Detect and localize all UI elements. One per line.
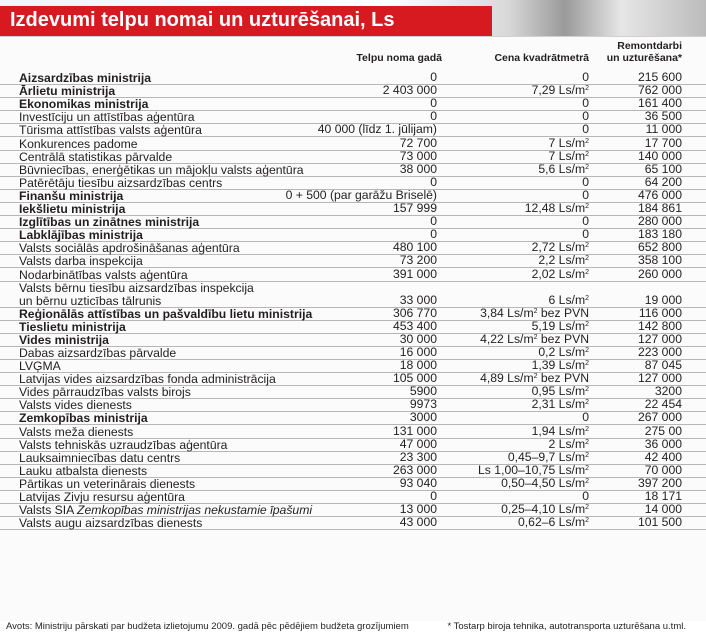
cell-repair: 36 500 <box>644 109 682 124</box>
cell-repair: 65 100 <box>644 161 682 176</box>
cell-rent: 93 040 <box>399 475 437 490</box>
row-name: Valsts augu aizsardzības dienests <box>19 516 203 531</box>
page-title: Izdevumi telpu nomai un uzturēšanai, Ls <box>10 9 395 31</box>
superscript: 2 <box>585 294 589 302</box>
row-name: Valsts sociālās apdrošināšanas aģentūra <box>19 241 240 256</box>
superscript: 2 <box>585 386 589 394</box>
row-name: Investīciju un attīstības aģentūra <box>19 110 195 125</box>
cell-rent: 0 <box>430 109 437 124</box>
row-name: LVĢMA <box>19 359 61 373</box>
cell-rent: 30 000 <box>399 331 437 346</box>
row-name: Lauksaimniecības datu centrs <box>19 450 181 465</box>
superscript: 2 <box>585 438 589 446</box>
cell-price: 1,94 $Ls/m^2$ <box>531 423 589 438</box>
cell-rent: 306 770 <box>392 305 437 320</box>
table-row <box>0 135 706 151</box>
cell-price: 7 $Ls/m^2$ <box>548 135 589 150</box>
cell-price: 0 <box>582 187 589 202</box>
superscript: 2 <box>585 137 589 145</box>
table-row <box>0 517 706 530</box>
superscript: 2 <box>585 150 589 158</box>
cell-price: 0 <box>582 214 589 229</box>
cell-price: 7,29 $Ls/m^2$ <box>531 83 589 98</box>
cell-price: 0,25–4,10 $Ls/m^2$ <box>501 502 589 517</box>
row-name: Zemkopības ministrija <box>19 411 148 426</box>
row-name: Dabas aizsardzības pārvalde <box>19 345 177 360</box>
cell-rent: 453 400 <box>392 318 437 333</box>
row-name: Ārlietu ministrija <box>19 84 116 99</box>
cell-rent: 263 000 <box>392 462 437 477</box>
footnote: * Tostarp biroja tehnika, autotransporta uzturēšana u.tml. <box>447 621 686 632</box>
cell-repair: 652 800 <box>637 240 682 255</box>
header-repair-line2: un uzturēšana* <box>606 52 682 64</box>
cell-repair: 127 000 <box>637 371 682 386</box>
table-row <box>0 462 706 478</box>
cell-rent: 0 <box>430 174 437 189</box>
cell-repair: 70 000 <box>644 462 682 477</box>
row-name: Valsts bērnu tiesību aizsardzības inspekcija un bērnu uzticības tālrunis <box>19 280 254 308</box>
row-name: Valsts darba inspekcija <box>19 254 143 269</box>
cell-rent: 0 <box>430 227 437 242</box>
superscript: 2 <box>585 268 589 276</box>
table-row <box>0 282 706 308</box>
cell-price: 0 <box>582 70 589 85</box>
cell-rent: 13 000 <box>399 502 437 517</box>
row-name: Aizsardzības ministrija <box>19 71 152 85</box>
superscript: 2 <box>585 346 589 354</box>
cell-repair: 142 800 <box>637 318 682 333</box>
superscript: 2 <box>585 451 589 459</box>
row-name: Iekšlietu ministrija <box>19 202 126 216</box>
row-name: Valsts tehniskās uzraudzības aģentūra <box>19 437 228 452</box>
cell-rent: 5900 <box>409 384 437 399</box>
cell-price: 0 <box>582 96 589 111</box>
cell-rent: 391 000 <box>392 266 437 281</box>
superscript: 2 <box>585 320 589 328</box>
superscript: 2 <box>585 255 589 263</box>
cell-price: 2 $Ls/m^2$ <box>548 436 589 451</box>
cell-price: 2,2 $Ls/m^2$ <box>538 253 589 268</box>
cell-repair: 3200 <box>654 384 682 399</box>
superscript: 2 <box>585 477 589 485</box>
cell-rent: 73 200 <box>399 253 437 268</box>
cell-repair: 101 500 <box>637 515 682 530</box>
cell-rent: 0 <box>430 489 437 504</box>
cell-repair: 64 200 <box>644 174 682 189</box>
row-name: Latvijas Zivju resursu aģentūra <box>19 490 185 504</box>
cell-price: 0 <box>582 174 589 189</box>
cell-price: 3,84 $Ls/m^2$ bez PVN <box>480 305 589 320</box>
table-row <box>0 124 706 137</box>
cell-rent: 0 <box>430 214 437 229</box>
superscript: 2 <box>533 373 538 381</box>
cell-repair: 275 00 <box>644 423 682 438</box>
table-row <box>0 331 706 347</box>
row-name: Reģionālās attīstības un pašvaldību lietu ministrija <box>19 306 313 321</box>
cell-rent: 18 000 <box>399 358 437 373</box>
cell-price: 2,31 $Ls/m^2$ <box>531 397 589 412</box>
cell-repair: 127 000 <box>637 331 682 346</box>
table-row <box>0 318 706 334</box>
cell-rent: 480 100 <box>392 240 437 255</box>
table-row <box>0 148 706 164</box>
row-name: Tieslietu ministrija <box>19 319 126 334</box>
cell-price: 0 <box>582 410 589 425</box>
header-price: Cena kvadrātmetrā <box>494 52 589 64</box>
table-row <box>0 412 706 425</box>
cell-price: 2,02 $Ls/m^2$ <box>531 266 589 281</box>
cell-rent: 0 + 500 (par garāžu Briselē) <box>285 187 437 202</box>
table-row <box>0 449 706 465</box>
cell-rent: 0 <box>430 96 437 111</box>
cell-price: 4,89 $Ls/m^2$ bez PVN <box>480 371 589 386</box>
superscript: 2 <box>585 464 589 472</box>
superscript: 2 <box>585 203 589 211</box>
cell-rent: 131 000 <box>392 423 437 438</box>
row-name-italic: Zemkopības ministrijas nekustamie īpašumi <box>77 503 313 518</box>
cell-price: 0,62–6 $Ls/m^2$ <box>518 515 589 530</box>
cell-rent: 16 000 <box>399 344 437 359</box>
row-name: Valsts meža dienests <box>19 424 134 439</box>
row-name: Valsts vides dienests <box>19 398 132 413</box>
row-name: Valsts SIA Zemkopības ministrijas nekustamie īpašumi <box>19 503 313 518</box>
cell-rent: 105 000 <box>392 371 437 386</box>
table-row <box>0 266 706 282</box>
cell-repair: 397 200 <box>637 475 682 490</box>
cell-price: 6 $Ls/m^2$ <box>548 292 589 307</box>
cell-rent: 23 300 <box>399 449 437 464</box>
cell-rent: 40 000 (līdz 1. jūlijam) <box>317 122 437 137</box>
cell-repair: 476 000 <box>637 187 682 202</box>
cell-repair: 14 000 <box>644 502 682 517</box>
cell-repair: 161 400 <box>637 96 682 111</box>
cell-rent: 2 403 000 <box>382 83 437 98</box>
table-row <box>0 161 706 177</box>
cell-repair: 184 861 <box>637 201 682 216</box>
cell-rent: 157 999 <box>392 201 437 216</box>
cell-rent: 38 000 <box>399 161 437 176</box>
cell-repair: 215 600 <box>637 70 682 85</box>
superscript: 2 <box>585 163 589 171</box>
row-name: Labklājības ministrija <box>19 228 143 243</box>
table-row <box>0 423 706 439</box>
cell-price: 5,6 $Ls/m^2$ <box>538 161 589 176</box>
superscript: 2 <box>585 242 589 250</box>
cell-repair: 36 000 <box>644 436 682 451</box>
row-name: Būvniecības, enerģētikas un mājokļu valsts aģentūra <box>19 162 304 177</box>
superscript: 2 <box>533 333 538 341</box>
cell-repair: 42 400 <box>644 449 682 464</box>
cell-price: Ls 1,00–10,75 $Ls/m^2$ <box>478 462 589 477</box>
row-name: Izglītības un zinātnes ministrija <box>19 215 200 230</box>
header-rent: Telpu noma gadā <box>356 52 442 64</box>
cell-price: 0,45–9,7 $Ls/m^2$ <box>507 449 589 464</box>
header-repair-line1: Remontdarbi <box>617 40 682 52</box>
superscript: 2 <box>585 85 589 93</box>
superscript: 2 <box>585 504 589 512</box>
cell-price: 0 <box>582 109 589 124</box>
cell-repair: 140 000 <box>637 148 682 163</box>
cell-rent: 72 700 <box>399 135 437 150</box>
cell-price: 5,19 $Ls/m^2$ <box>531 318 589 333</box>
cell-rent: 33 000 <box>399 292 437 307</box>
header-repair <box>590 40 682 64</box>
cell-repair: 280 000 <box>637 214 682 229</box>
superscript: 2 <box>533 307 538 315</box>
superscript: 2 <box>585 517 589 525</box>
cell-repair: 260 000 <box>637 266 682 281</box>
cell-repair: 762 000 <box>637 83 682 98</box>
cell-price: 1,39 $Ls/m^2$ <box>531 358 589 373</box>
row-name: Nodarbinātības valsts aģentūra <box>19 267 188 282</box>
cell-rent: 0 <box>430 70 437 85</box>
cell-price: 0 <box>582 489 589 504</box>
cell-price: 0 <box>582 122 589 137</box>
cell-price: 4,22 $Ls/m^2$ bez PVN <box>480 331 589 346</box>
table-row <box>0 255 706 268</box>
cell-price: 7 $Ls/m^2$ <box>548 148 589 163</box>
cell-repair: 116 000 <box>638 305 682 320</box>
cell-repair: 267 000 <box>637 410 682 425</box>
superscript: 2 <box>585 425 589 433</box>
superscript: 2 <box>585 399 589 407</box>
table-row <box>0 305 706 321</box>
title-bar <box>0 6 492 36</box>
row-name: Centrālā statistikas pārvalde <box>19 149 173 164</box>
row-name: Konkurences padome <box>19 136 138 151</box>
table-row <box>0 344 706 360</box>
row-name: Finanšu ministrija <box>19 188 124 203</box>
cell-price: 0 <box>582 227 589 242</box>
cell-repair: 183 180 <box>637 227 682 242</box>
row-name: Vides ministrija <box>19 332 109 347</box>
cell-repair: 358 100 <box>637 253 682 268</box>
cell-repair: 223 000 <box>637 344 682 359</box>
row-name: Patērētāju tiesību aizsardzības centrs <box>19 175 223 190</box>
cell-repair: 22 454 <box>644 397 682 412</box>
row-name: Latvijas vides aizsardzības fonda administrācija <box>19 372 276 387</box>
cell-rent: 43 000 <box>399 515 437 530</box>
cell-repair: 87 045 <box>644 358 682 373</box>
cell-price: 0,2 $Ls/m^2$ <box>538 344 589 359</box>
cell-rent: 73 000 <box>399 148 437 163</box>
cell-repair: 19 000 <box>644 292 682 307</box>
row-name: Ekonomikas ministrija <box>19 97 149 112</box>
row-name: Tūrisma attīstības valsts aģentūra <box>19 123 202 138</box>
table-row <box>0 436 706 452</box>
cell-price: 2,72 $Ls/m^2$ <box>531 240 589 255</box>
cell-repair: 18 171 <box>644 489 682 504</box>
cell-repair: 17 700 <box>644 135 682 150</box>
cell-repair: 11 000 <box>645 122 682 137</box>
row-name: Pārtikas un veterinārais dienests <box>19 476 196 491</box>
cell-price: 0,50–4,50 $Ls/m^2$ <box>501 475 589 490</box>
cell-price: 0,95 $Ls/m^2$ <box>531 384 589 399</box>
cell-rent: 47 000 <box>399 436 437 451</box>
row-name: Lauku atbalsta dienests <box>19 463 148 478</box>
row-name: Vides pārraudzības valsts birojs <box>19 385 191 400</box>
source-note: Avots: Ministriju pārskati par budžeta izlietojumu 2009. gadā pēc pēdējiem budžeta grozījumiem <box>6 621 409 632</box>
superscript: 2 <box>585 360 589 368</box>
expense-table <box>0 36 706 621</box>
cell-price: 12,48 $Ls/m^2$ <box>524 201 589 216</box>
cell-rent: 3000 <box>409 410 437 425</box>
cell-rent: 9973 <box>409 397 437 412</box>
